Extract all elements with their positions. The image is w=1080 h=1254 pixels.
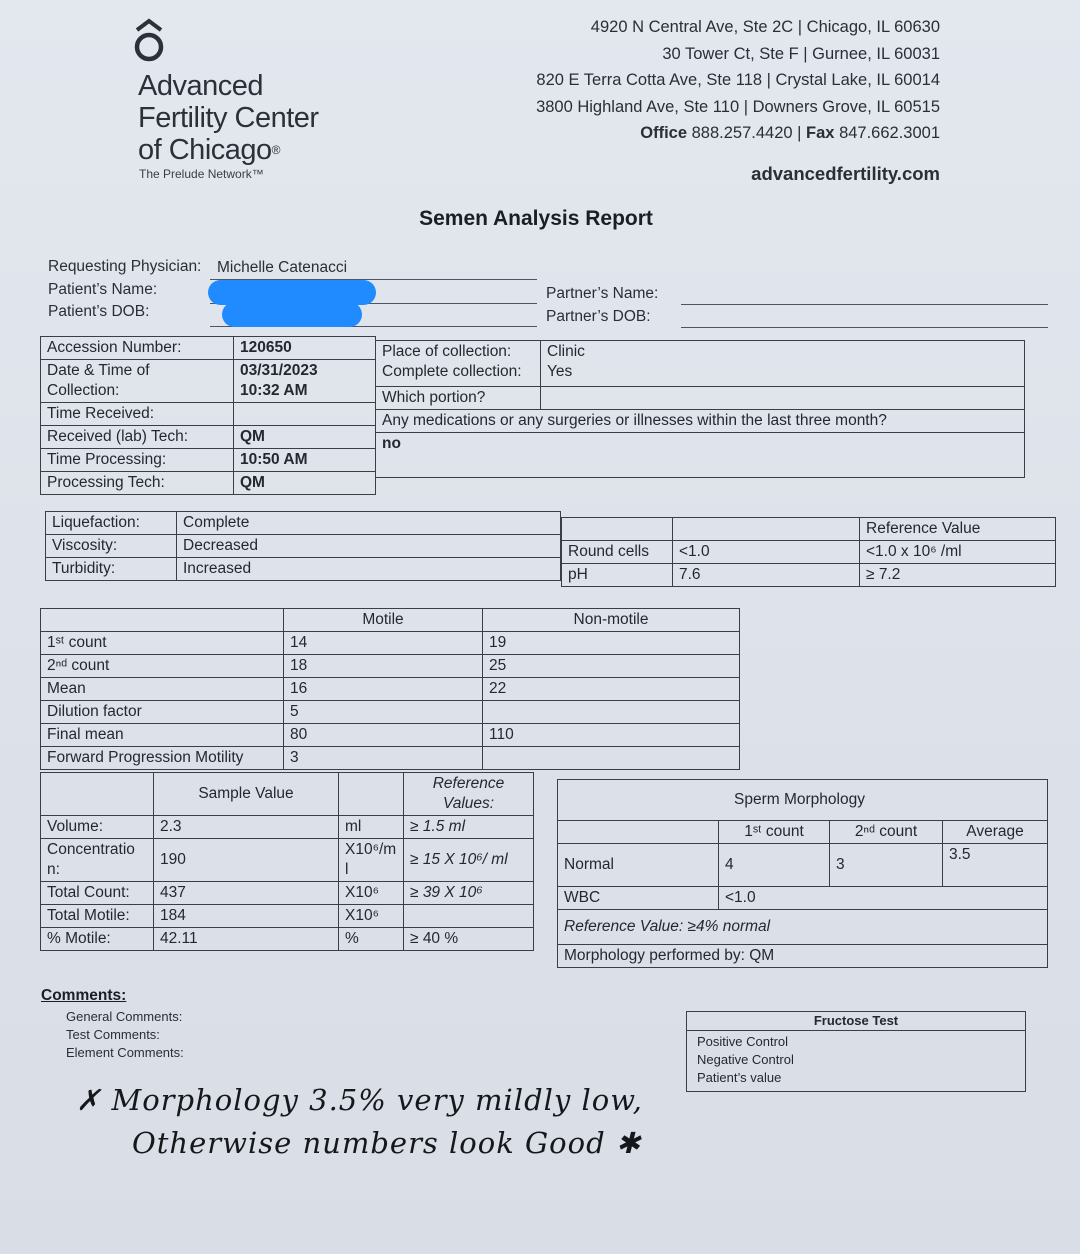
logo-icon: [132, 16, 166, 64]
physical-table: Liquefaction: Complete Viscosity: Decreased Turbidity: Increased: [45, 511, 561, 581]
handwritten-note-line2: Otherwise numbers look Good ✱: [132, 1126, 642, 1160]
patient-dob-label: Patient’s DOB:: [48, 303, 150, 320]
motility-table: Motile Non-motile 1ˢᵗ count 14 19 2ⁿᵈ count 18 25 Mean 16 22 Dilution factor 5 Final mean 80 110 Forward Progression Motility 3: [40, 608, 740, 770]
collection-details-table: Place of collection: Complete collection: Clinic Yes Which portion? Any medications or any surgeries or illnesses within the last three month? no: [375, 340, 1025, 478]
report-title: Semen Analysis Report: [419, 207, 653, 230]
website: advancedfertility.com: [751, 163, 940, 184]
handwritten-note-line1: ✗ Morphology 3.5% very mildly low,: [76, 1083, 643, 1117]
partner-name-label: Partner’s Name:: [546, 285, 659, 302]
physician-name: Michelle Catenacci: [217, 259, 348, 276]
fructose-table: Fructose Test Positive Control Negative Control Patient’s value: [686, 1011, 1026, 1092]
comments-title: Comments:: [41, 987, 127, 1004]
address-block: 4920 N Central Ave, Ste 2C | Chicago, IL 60630 30 Tower Ct, Ste F | Gurnee, IL 60031 820 E Terra Cotta Ave, Ste 118 | Crystal Lake, IL 60014 3800 Highland Ave, Ste 110 | Downers Grove, IL 60515 Office 888.257.4420 | Fax 847.662.3001: [536, 18, 940, 142]
physician-label: Requesting Physician:: [48, 258, 202, 275]
morphology-table: Sperm Morphology 1ˢᵗ count 2ⁿᵈ count Average Normal 4 3 3.5 WBC <1.0 Reference Value: ≥4% normal Morphology performed by: QM: [557, 779, 1048, 968]
patient-name-label: Patient’s Name:: [48, 281, 158, 298]
logo-network: The Prelude Network™: [139, 167, 264, 181]
collection-table: Accession Number: 120650 Date & Time of Collection: 03/31/2023 10:32 AM Time Received: Received (lab) Tech: QM Time Processing: 10:50 AM Processing Tech: QM: [40, 336, 376, 495]
redaction-mark: [222, 302, 362, 327]
partner-dob-label: Partner’s DOB:: [546, 308, 651, 325]
comments-block: General Comments: Test Comments: Element Comments:: [66, 1009, 184, 1060]
logo-wordmark: Advanced Fertility Center of Chicago®: [138, 70, 319, 166]
sample-values-table: Sample Value Reference Values: Volume: 2.3 ml ≥ 1.5 ml Concentratio n: 190 X10⁶/m l ≥ 15 X 10⁶/ ml Total Count: 437 X10⁶ ≥ 39 X 10⁶ Total Motile: 184 X10⁶ % Motile: 42.11 % ≥ 40 %: [40, 772, 534, 951]
cells-ph-table: Reference Value Round cells <1.0 <1.0 x 10⁶ /ml pH 7.6 ≥ 7.2: [561, 517, 1056, 587]
